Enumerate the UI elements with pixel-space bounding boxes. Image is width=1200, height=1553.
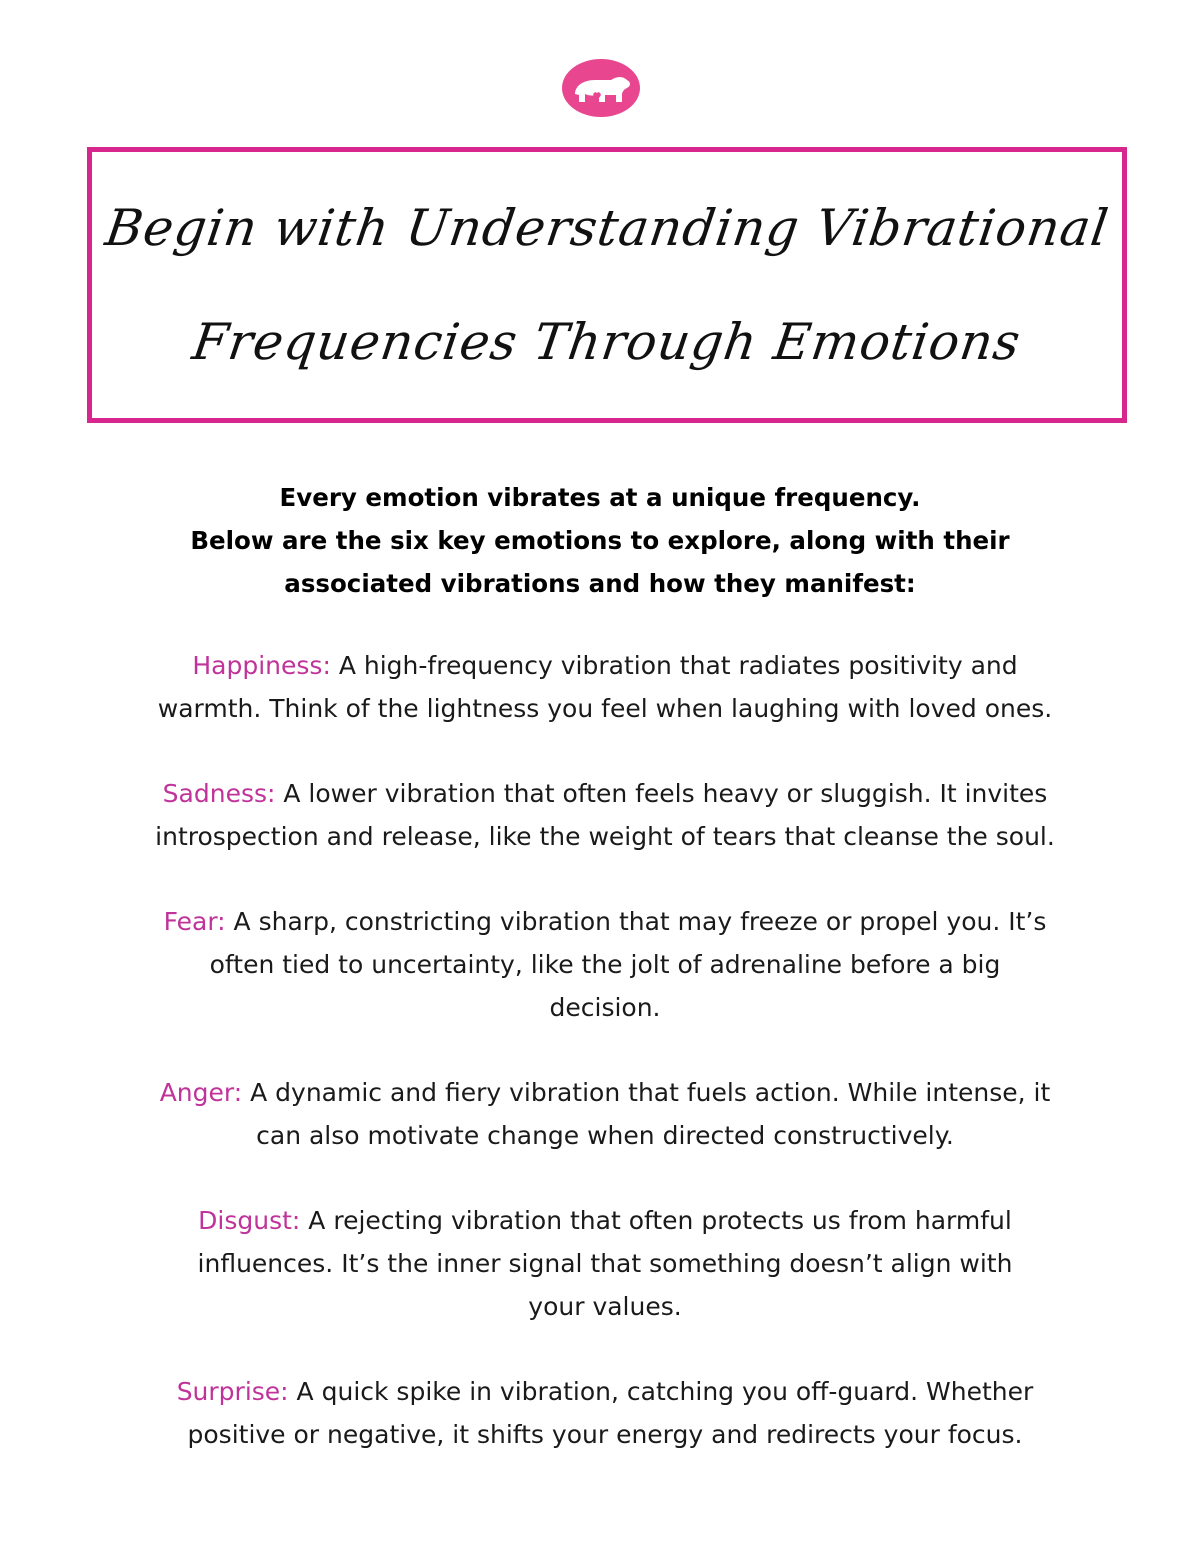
- emotion-name: Sadness:: [162, 779, 276, 808]
- emotion-desc: your values.: [528, 1292, 682, 1321]
- emotion-disgust: [110, 1199, 1100, 1328]
- emotion-desc: A rejecting vibration that often protects us from harmful: [300, 1206, 1012, 1235]
- emotion-fear: [110, 900, 1100, 1029]
- intro-line: associated vibrations and how they manifest:: [284, 569, 916, 598]
- title-line-1: Begin with Understanding Vibrational: [101, 199, 1113, 257]
- emotion-desc: warmth. Think of the lightness you feel when laughing with loved ones.: [157, 694, 1053, 723]
- emotion-name: Disgust:: [198, 1206, 301, 1235]
- emotion-desc: A high-frequency vibration that radiates positivity and: [330, 651, 1018, 680]
- emotion-desc: influences. It’s the inner signal that something doesn’t align with: [197, 1249, 1013, 1278]
- emotion-desc: A quick spike in vibration, catching you off-guard. Whether: [288, 1377, 1034, 1406]
- emotion-desc: introspection and release, like the weight of tears that cleanse the soul.: [155, 822, 1055, 851]
- intro-text: [100, 476, 1100, 605]
- emotion-desc: A dynamic and fiery vibration that fuels action. While intense, it: [242, 1078, 1051, 1107]
- emotion-desc: positive or negative, it shifts your energy and redirects your focus.: [187, 1420, 1023, 1449]
- emotion-desc: A lower vibration that often feels heavy or sluggish. It invites: [275, 779, 1048, 808]
- emotion-sadness: [110, 772, 1100, 858]
- bear-logo-icon: [561, 58, 641, 118]
- title-box: [87, 147, 1127, 423]
- emotion-desc: decision.: [549, 993, 661, 1022]
- intro-line: Below are the six key emotions to explore, along with their: [190, 526, 1010, 555]
- emotion-name: Surprise:: [176, 1377, 289, 1406]
- emotion-surprise: [110, 1370, 1100, 1456]
- title-line-2: Frequencies Through Emotions: [189, 313, 1025, 371]
- emotion-name: Fear:: [163, 907, 226, 936]
- emotion-anger: [110, 1071, 1100, 1157]
- emotion-name: Happiness:: [192, 651, 331, 680]
- emotion-desc: A sharp, constricting vibration that may freeze or propel you. It’s: [225, 907, 1047, 936]
- emotion-desc: often tied to uncertainty, like the jolt of adrenaline before a big: [209, 950, 1001, 979]
- emotion-desc: can also motivate change when directed constructively.: [256, 1121, 954, 1150]
- emotion-name: Anger:: [159, 1078, 243, 1107]
- emotion-happiness: [110, 644, 1100, 730]
- intro-line: Every emotion vibrates at a unique frequency.: [279, 483, 921, 512]
- emotion-list: [110, 644, 1100, 1498]
